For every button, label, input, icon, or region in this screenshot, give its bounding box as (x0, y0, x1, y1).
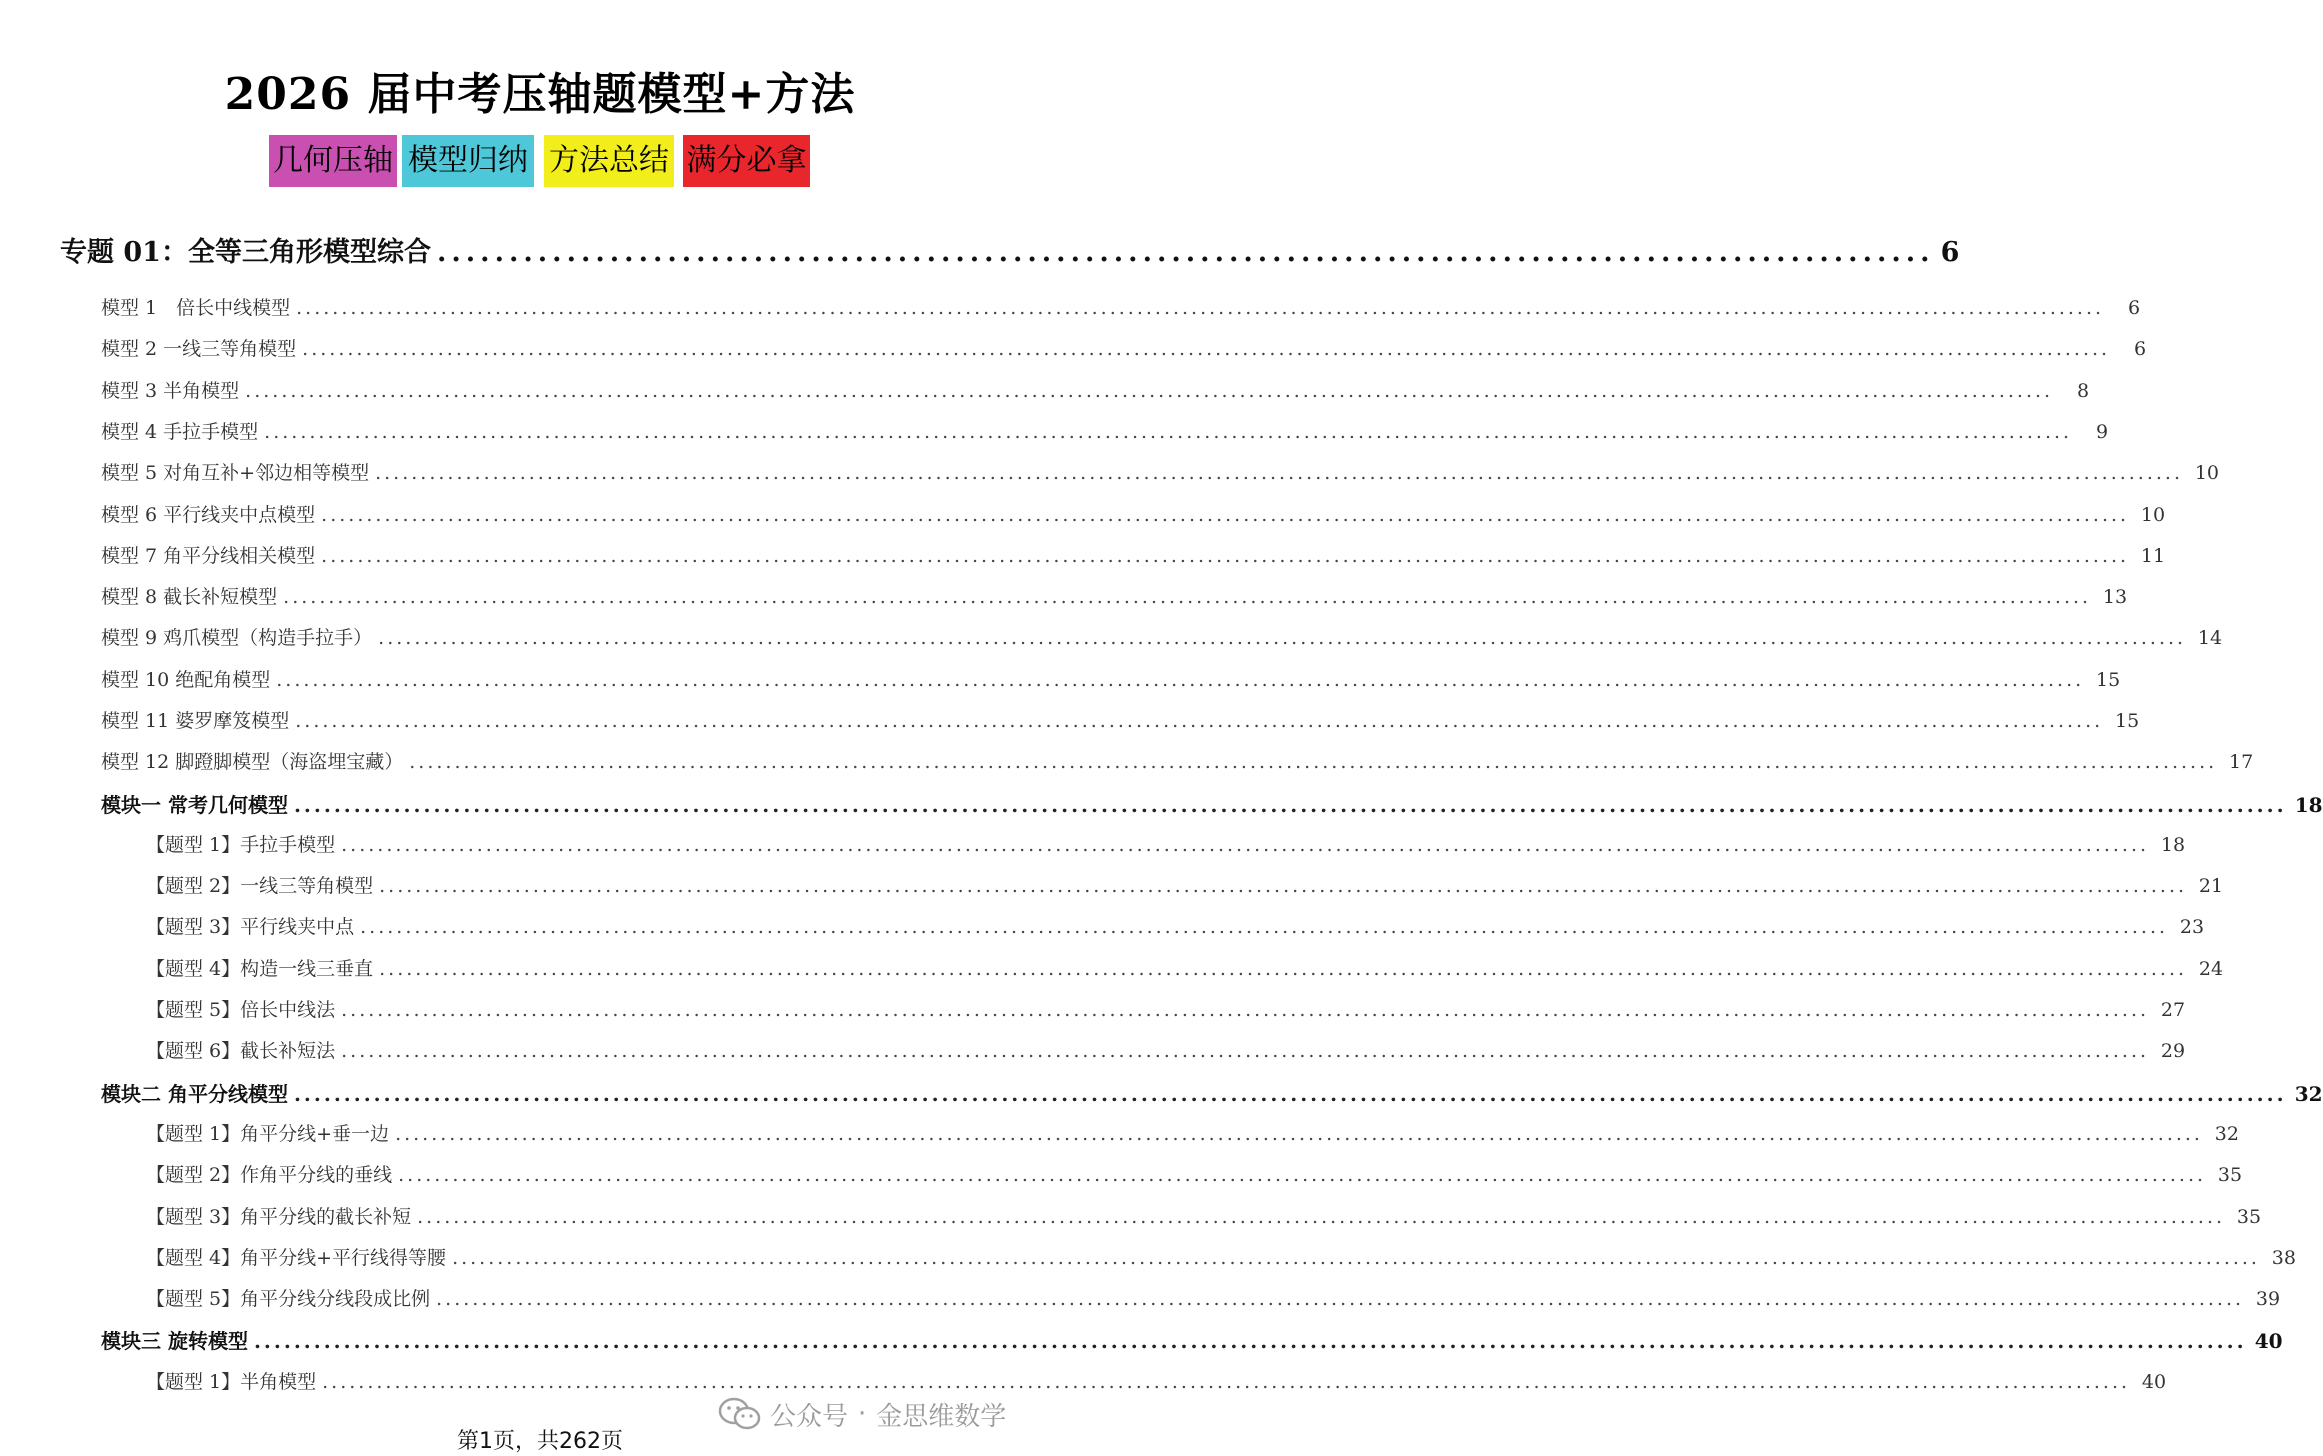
toc-entry-label: 【题型 1】半角模型 (146, 1371, 317, 1393)
toc-entry-module-2[interactable] (101, 1078, 2323, 1107)
toc-leader-dots: ........................................................................................................................................................................................................ (379, 958, 2188, 980)
toc-leader-dots: ........................................................................................................................................................................................................ (341, 1040, 2150, 1062)
toc-entry-page: 15 (2096, 669, 2121, 691)
toc-entry-module-1-type-6[interactable] (146, 1036, 2186, 1063)
toc-entry-label: 模块二 角平分线模型 (101, 1082, 288, 1106)
toc-entry-page: 10 (2140, 504, 2166, 526)
toc-entry-module-1-type-1[interactable] (146, 830, 2186, 857)
toc-leader-dots: ........................................................................................................................................................................................................ (295, 710, 2104, 732)
toc-entry-label: 模块三 旋转模型 (101, 1329, 248, 1353)
tag-models: 模型归纳 (402, 135, 534, 187)
toc-entry-label: 【题型 3】平行线夹中点 (146, 916, 355, 938)
toc-entry-model-5[interactable] (101, 458, 2220, 485)
toc-entry-label: 模型 2 一线三等角模型 (101, 338, 297, 360)
toc-entry-page: 24 (2198, 958, 2224, 980)
toc-entry-model-8[interactable] (101, 582, 2128, 609)
toc-entry-label: 【题型 1】角平分线+垂一边 (146, 1123, 390, 1145)
toc-entry-label: 模块一 常考几何模型 (101, 793, 288, 817)
toc-leader-dots: ........................................................................................................................................................................................................ (293, 1082, 2287, 1106)
toc-entry-page: 17 (2229, 751, 2254, 773)
toc-entry-model-6[interactable] (101, 500, 2166, 527)
toc-entry-model-3[interactable] (101, 376, 2090, 403)
toc-leader-dots: ........................................................................................................................................................................................................ (322, 1371, 2131, 1393)
watermark-source: 公众号 (770, 1401, 849, 1432)
toc-entry-label: 模型 10 绝配角模型 (101, 669, 271, 691)
toc-entry-label: 【题型 2】一线三等角模型 (146, 875, 374, 897)
toc-entry-model-9[interactable] (101, 623, 2223, 650)
toc-entry-label: 模型 8 截长补短模型 (101, 586, 278, 608)
page-footer: 第1页，共262页 (457, 1429, 623, 1454)
toc-entry-label: 【题型 4】角平分线+平行线得等腰 (146, 1247, 447, 1269)
toc-entry-page: 40 (2254, 1329, 2283, 1353)
toc-entry-model-12[interactable] (101, 747, 2254, 774)
watermark-separator: · (858, 1399, 867, 1429)
toc-entry-model-4[interactable] (101, 417, 2109, 444)
toc-leader-dots: ........................................................................................................................................................................................................ (398, 1164, 2207, 1186)
watermark-author: 金思维数学 (876, 1401, 1007, 1432)
toc-leader-dots: ........................................................................................................................................................................................................ (360, 916, 2169, 938)
toc-leader-dots: ........................................................................................................................................................................................................ (375, 462, 2184, 484)
toc-entry-page: 18 (2160, 834, 2186, 856)
toc-leader-dots: ........................................................................................................................................................................................................ (395, 1123, 2203, 1145)
toc-leader-dots: ........................................................................................................................................................................................................ (409, 751, 2218, 773)
toc-entry-model-1[interactable] (101, 293, 2141, 320)
toc-leader-dots: ........................................................................................................................................................................................................ (378, 627, 2187, 649)
toc-entry-page: 9 (2096, 421, 2109, 443)
toc-leader-dots: ........................................................................................................................................................................................................ (276, 669, 2085, 691)
toc-entry-page: 32 (2214, 1123, 2239, 1145)
toc-entry-label: 模型 1 倍长中线模型 (101, 297, 291, 319)
toc-leader-dots: ........................................................................................................................................................................................................ (417, 1206, 2226, 1228)
toc-entry-module-2-type-2[interactable] (146, 1160, 2243, 1187)
toc-entry-page: 13 (2102, 586, 2128, 608)
toc-entry-page: 6 (2127, 297, 2141, 319)
toc-leader-dots: ........................................................................................................................................................................................................ (296, 297, 2105, 319)
toc-entry-model-2[interactable] (101, 334, 2147, 361)
toc-entry-page: 35 (2236, 1206, 2262, 1228)
toc-entry-page: 8 (2077, 380, 2090, 402)
toc-entry-page: 38 (2271, 1247, 2296, 1269)
toc-entry-page: 15 (2115, 710, 2140, 732)
toc-entry-page: 23 (2179, 916, 2205, 938)
toc-entry-model-11[interactable] (101, 706, 2140, 733)
toc-leader-dots: ........................................................................................................................................................................................................ (253, 1329, 2247, 1353)
toc-entry-module-2-type-5[interactable] (146, 1284, 2281, 1311)
toc-entry-page: 14 (2197, 627, 2223, 649)
toc-entry-page: 32 (2294, 1082, 2323, 1106)
toc-entry-page: 29 (2160, 1040, 2186, 1062)
toc-entry-label: 【题型 6】截长补短法 (146, 1040, 336, 1062)
toc-entry-page: 11 (2140, 545, 2166, 567)
toc-entry-label: 模型 7 角平分线相关模型 (101, 545, 316, 567)
toc-leader-dots: ........................................................................................................................................................................................................ (341, 834, 2150, 856)
toc-leader-dots: ........................................................................................................................................................................................................ (302, 338, 2111, 360)
toc-entry-label: 【题型 5】倍长中线法 (146, 999, 336, 1021)
toc-entry-label: 【题型 4】构造一线三垂直 (146, 958, 374, 980)
toc-entry-page: 21 (2198, 875, 2224, 897)
toc-entry-model-7[interactable] (101, 541, 2166, 568)
toc-entry-module-1-type-4[interactable] (146, 954, 2224, 981)
tag-full-score: 满分必拿 (683, 135, 810, 187)
tag-geometry: 几何压轴 (269, 135, 397, 187)
toc-entry-label: 模型 9 鸡爪模型（构造手拉手） (101, 627, 373, 649)
toc-entry-module-1[interactable] (101, 789, 2323, 818)
toc-entry-page: 40 (2141, 1371, 2167, 1393)
toc-entry-model-10[interactable] (101, 665, 2121, 692)
toc-entry-module-2-type-1[interactable] (146, 1119, 2239, 1146)
toc-entry-module-3[interactable] (101, 1325, 2283, 1354)
toc-entry-label: 【题型 2】作角平分线的垂线 (146, 1164, 393, 1186)
toc-leader-dots: ........................................................................................................................................................................................................ (293, 793, 2287, 817)
toc-leader-dots: ........................................................................................................................................................................................................ (321, 504, 2130, 526)
toc-leader-dots: ........................................................................................................................................................................................................ (245, 380, 2054, 402)
toc-leader-dots: ........................................................................................................................................................................................................ (452, 1247, 2260, 1269)
toc-entry-label: 模型 11 婆罗摩笈模型 (101, 710, 290, 732)
toc-leader-dots: ........................................................................................................ (436, 237, 1935, 268)
toc-entry-page: 6 (2134, 338, 2147, 360)
toc-leader-dots: ........................................................................................................................................................................................................ (379, 875, 2188, 897)
toc-entry-label: 【题型 5】角平分线分线段成比例 (146, 1288, 431, 1310)
toc-leader-dots: ........................................................................................................................................................................................................ (321, 545, 2130, 567)
document-title: 2026 届中考压轴题模型+方法 (224, 69, 856, 120)
toc-entry-module-1-type-3[interactable] (146, 912, 2205, 939)
toc-entry-label: 模型 12 脚蹬脚模型（海盗埋宝藏） (101, 751, 404, 773)
toc-topic-page: 6 (1940, 237, 1960, 268)
toc-topic-label: 专题 01：全等三角形模型综合 (60, 237, 431, 268)
toc-entry-page: 35 (2217, 1164, 2243, 1186)
toc-entry-label: 【题型 1】手拉手模型 (146, 834, 336, 856)
toc-entry-module-1-type-5[interactable] (146, 995, 2186, 1022)
toc-entry-module-3-type-1[interactable] (146, 1367, 2167, 1394)
toc-entry-module-1-type-2[interactable] (146, 871, 2224, 898)
toc-leader-dots: ........................................................................................................................................................................................................ (341, 999, 2150, 1021)
toc-leader-dots: ........................................................................................................................................................................................................ (264, 421, 2073, 443)
toc-topic-entry[interactable] (60, 230, 1960, 269)
toc-entry-page: 39 (2255, 1288, 2281, 1310)
toc-entry-page: 10 (2194, 462, 2220, 484)
toc-entry-label: 模型 3 半角模型 (101, 380, 240, 402)
toc-entry-label: 模型 4 手拉手模型 (101, 421, 259, 443)
toc-leader-dots: ........................................................................................................................................................................................................ (283, 586, 2092, 608)
toc-entry-label: 【题型 3】角平分线的截长补短 (146, 1206, 412, 1228)
toc-entry-module-2-type-4[interactable] (146, 1243, 2296, 1270)
toc-entry-label: 模型 6 平行线夹中点模型 (101, 504, 316, 526)
tag-methods: 方法总结 (544, 135, 674, 187)
toc-entry-module-2-type-3[interactable] (146, 1202, 2262, 1229)
toc-entry-page: 18 (2294, 793, 2323, 817)
toc-leader-dots: ........................................................................................................................................................................................................ (436, 1288, 2245, 1310)
toc-entry-label: 模型 5 对角互补+邻边相等模型 (101, 462, 370, 484)
toc-entry-page: 27 (2160, 999, 2186, 1021)
